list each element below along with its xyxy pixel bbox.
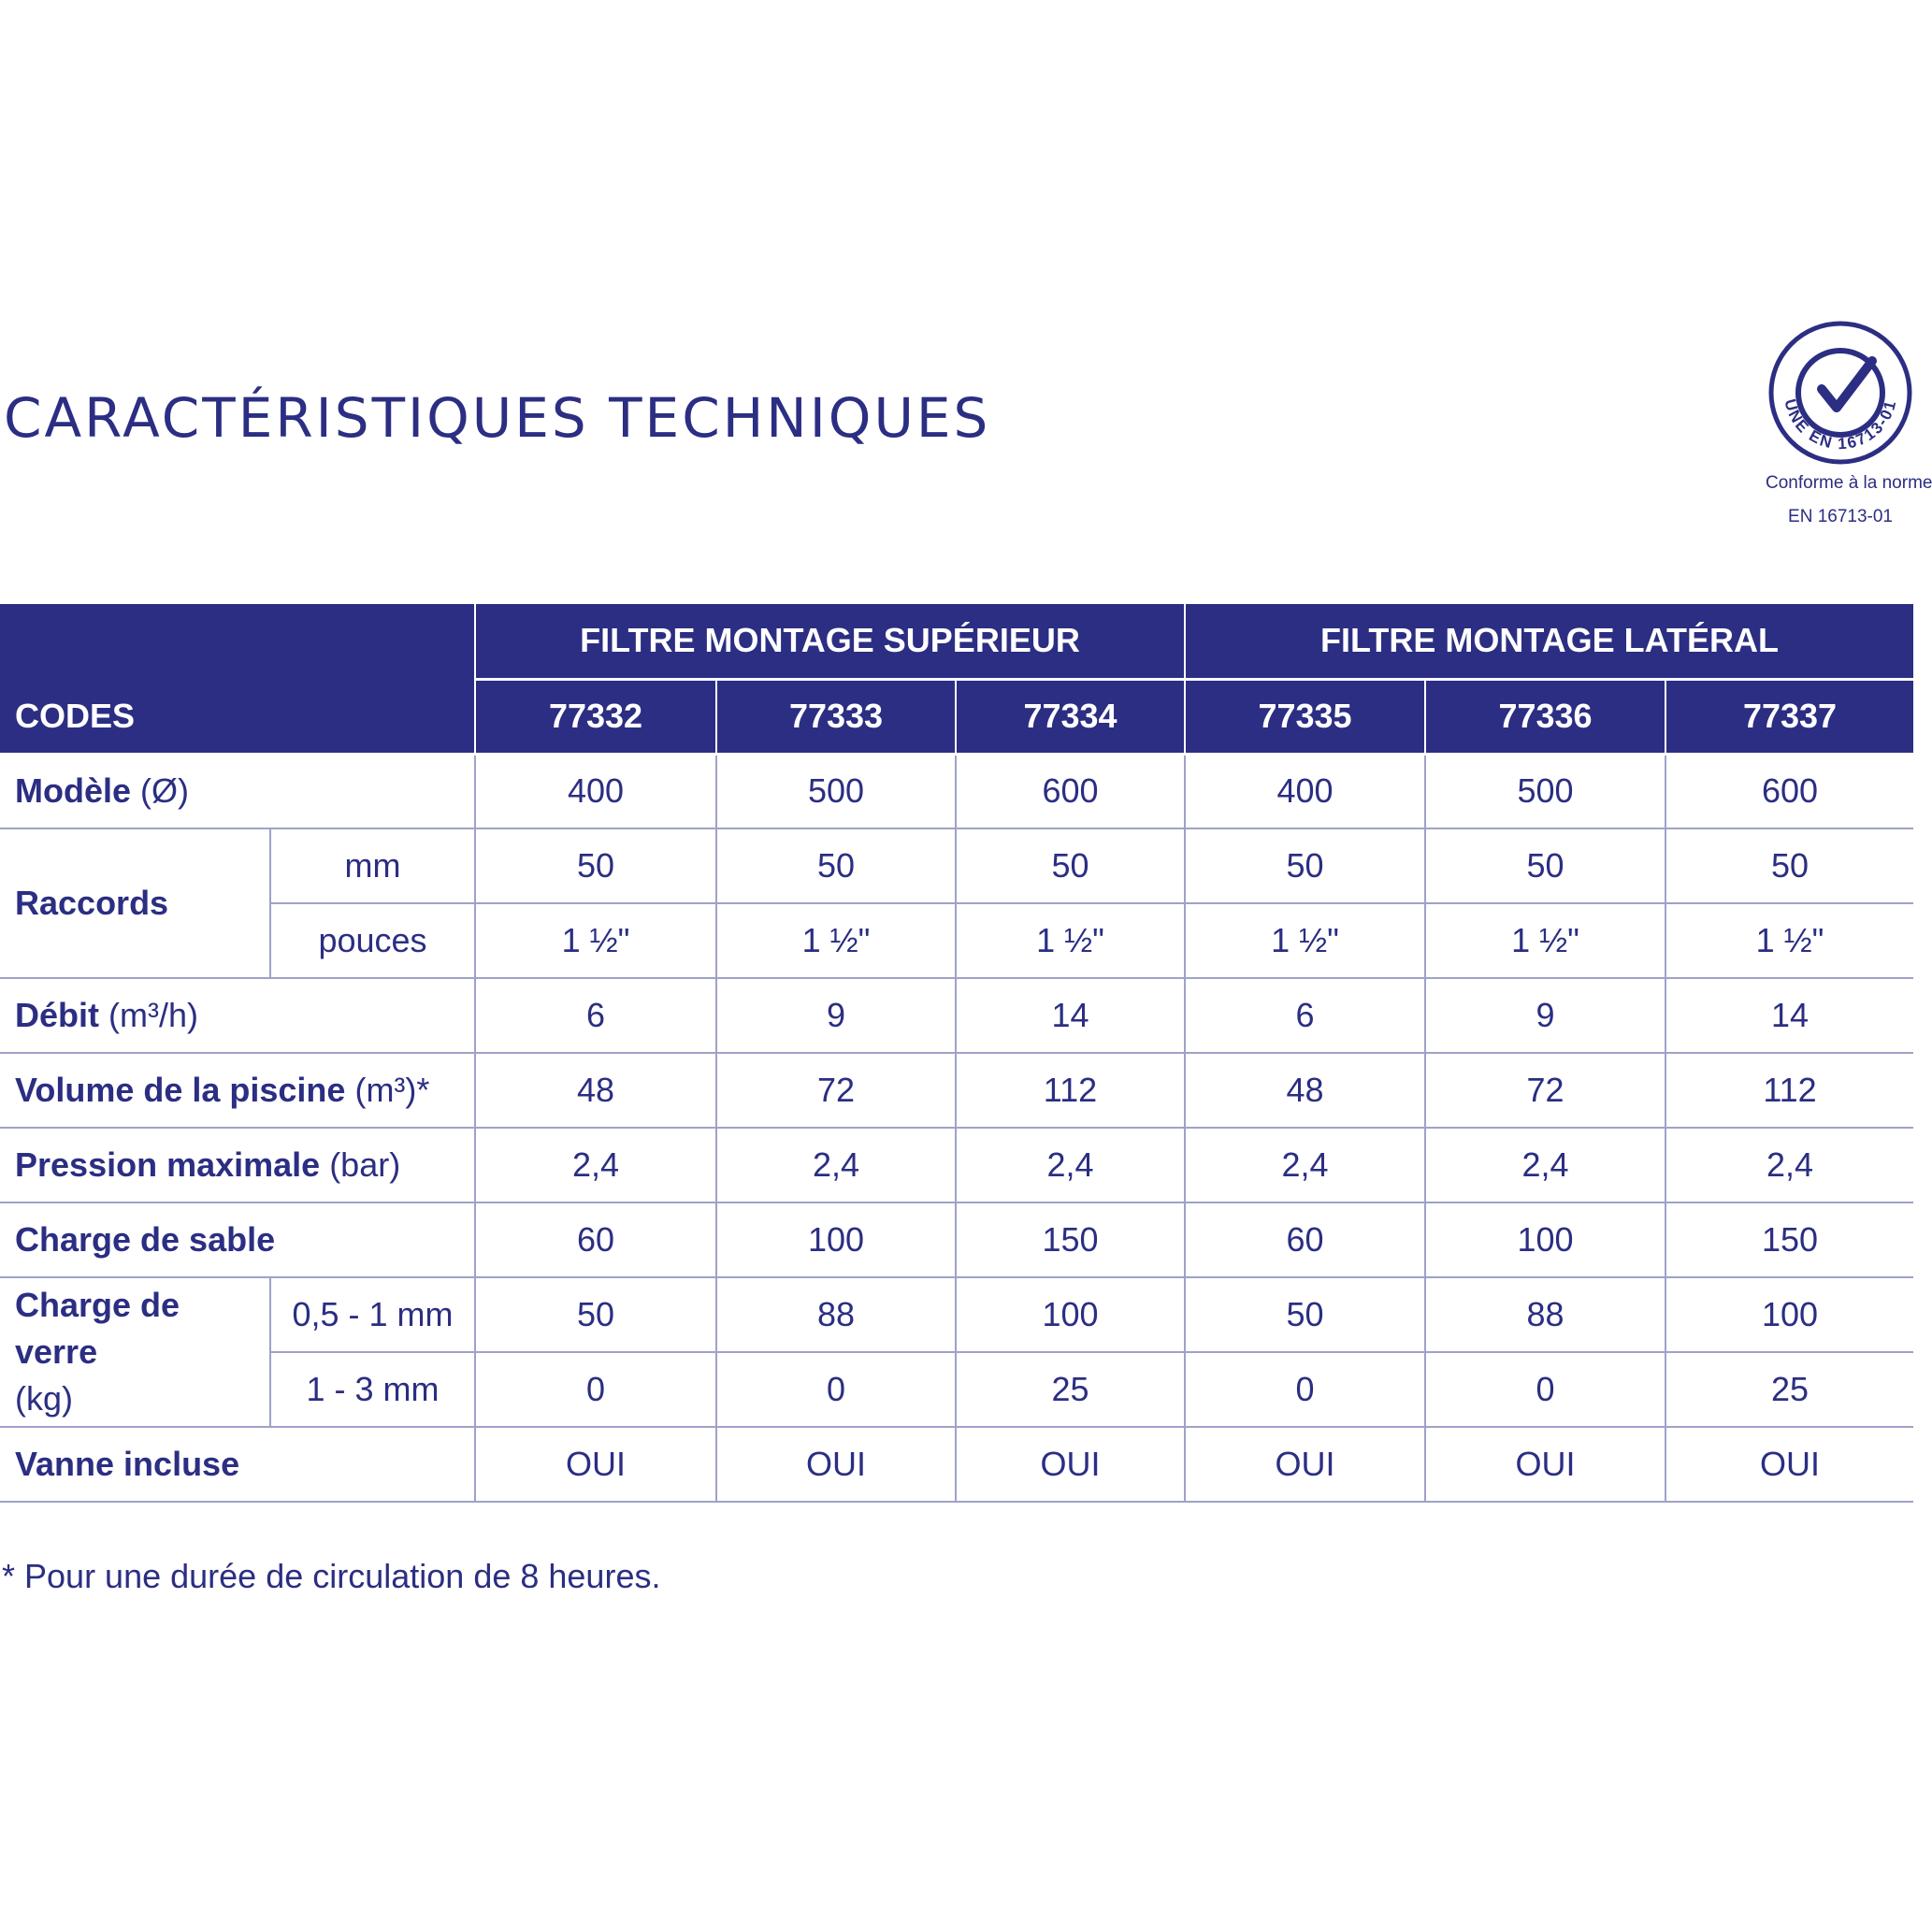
table-cell: 2,4 (475, 1128, 716, 1202)
code-header: 77337 (1665, 679, 1913, 754)
table-cell: 50 (1185, 828, 1425, 903)
checkmark-seal-icon (1767, 320, 1913, 466)
code-header: 77333 (716, 679, 956, 754)
table-cell: 400 (1185, 754, 1425, 828)
table-cell: 72 (1425, 1053, 1665, 1128)
row-label-pression: Pression maximale (bar) (0, 1128, 475, 1202)
row-label-sable: Charge de sable (0, 1202, 475, 1277)
table-cell: OUI (956, 1427, 1185, 1502)
table-cell: 150 (1665, 1202, 1913, 1277)
code-header: 77334 (956, 679, 1185, 754)
table-row (0, 1277, 1913, 1352)
footnote: * Pour une durée de circulation de 8 heures. (2, 1557, 661, 1595)
sub-label-coarse-glass: 1 - 3 mm (270, 1352, 475, 1427)
table-cell: 2,4 (716, 1128, 956, 1202)
table-row (0, 1053, 1913, 1128)
sub-label-mm: mm (270, 828, 475, 903)
table-cell: 1 ½" (716, 903, 956, 978)
row-label-verre: Charge de verre (kg) (0, 1277, 270, 1427)
table-cell: 50 (716, 828, 956, 903)
table-row (0, 903, 1913, 978)
table-row (0, 978, 1913, 1053)
sub-label-pouces: pouces (270, 903, 475, 978)
table-cell: 600 (956, 754, 1185, 828)
table-cell: OUI (1425, 1427, 1665, 1502)
group-header-top-mount: FILTRE MONTAGE SUPÉRIEUR (475, 604, 1185, 679)
specs-table (0, 604, 1913, 1503)
table-cell: 500 (716, 754, 956, 828)
cert-caption-line2: EN 16713-01 (1788, 507, 1893, 526)
table-cell: 100 (1425, 1202, 1665, 1277)
table-cell: 50 (956, 828, 1185, 903)
table-cell: 150 (956, 1202, 1185, 1277)
table-row (0, 1427, 1913, 1502)
table-row (0, 754, 1913, 828)
table-cell: 400 (475, 754, 716, 828)
table-cell: 14 (1665, 978, 1913, 1053)
table-cell: 0 (716, 1352, 956, 1427)
code-header: 77336 (1425, 679, 1665, 754)
table-cell: 25 (956, 1352, 1185, 1427)
table-cell: 6 (475, 978, 716, 1053)
table-cell: 60 (475, 1202, 716, 1277)
table-cell: 0 (475, 1352, 716, 1427)
table-cell: 600 (1665, 754, 1913, 828)
table-cell: 1 ½" (475, 903, 716, 978)
row-label-raccords: Raccords (0, 828, 270, 978)
table-cell: OUI (1185, 1427, 1425, 1502)
code-header: 77335 (1185, 679, 1425, 754)
cert-caption-line1: Conforme à la norme (1766, 473, 1932, 493)
table-cell: 6 (1185, 978, 1425, 1053)
table-cell: OUI (1665, 1427, 1913, 1502)
row-label-vanne: Vanne incluse (0, 1427, 475, 1502)
table-cell: 50 (1185, 1277, 1425, 1352)
table-cell: 100 (956, 1277, 1185, 1352)
table-row (0, 1128, 1913, 1202)
table-cell: 50 (475, 828, 716, 903)
table-cell: 88 (1425, 1277, 1665, 1352)
table-cell: 0 (1425, 1352, 1665, 1427)
table-cell: 48 (475, 1053, 716, 1128)
table-cell: 50 (1665, 828, 1913, 903)
table-cell: 1 ½" (1425, 903, 1665, 978)
table-cell: 60 (1185, 1202, 1425, 1277)
table-cell: 72 (716, 1053, 956, 1128)
table-cell: 112 (956, 1053, 1185, 1128)
sub-label-fine-glass: 0,5 - 1 mm (270, 1277, 475, 1352)
table-cell: 50 (1425, 828, 1665, 903)
table-row (0, 1202, 1913, 1277)
table-row (0, 1352, 1913, 1427)
table-cell: 500 (1425, 754, 1665, 828)
table-cell: 1 ½" (956, 903, 1185, 978)
table-cell: 50 (475, 1277, 716, 1352)
table-cell: 14 (956, 978, 1185, 1053)
table-cell: 2,4 (956, 1128, 1185, 1202)
table-cell: 9 (1425, 978, 1665, 1053)
table-cell: 1 ½" (1185, 903, 1425, 978)
row-label-volume: Volume de la piscine (m³)* (0, 1053, 475, 1128)
table-cell: 100 (1665, 1277, 1913, 1352)
table-cell: 100 (716, 1202, 956, 1277)
table-cell: 25 (1665, 1352, 1913, 1427)
table-cell: 1 ½" (1665, 903, 1913, 978)
table-cell: 2,4 (1185, 1128, 1425, 1202)
row-label-modele: Modèle (Ø) (0, 754, 475, 828)
page-title: CARACTÉRISTIQUES TECHNIQUES (4, 386, 991, 450)
code-header: 77332 (475, 679, 716, 754)
table-cell: 0 (1185, 1352, 1425, 1427)
table-cell: OUI (475, 1427, 716, 1502)
table-row (0, 828, 1913, 903)
table-cell: 2,4 (1665, 1128, 1913, 1202)
codes-header: CODES (0, 604, 475, 754)
table-cell: 9 (716, 978, 956, 1053)
table-cell: OUI (716, 1427, 956, 1502)
table-cell: 2,4 (1425, 1128, 1665, 1202)
certification-badge (1766, 320, 1932, 533)
group-header-side-mount: FILTRE MONTAGE LATÉRAL (1185, 604, 1913, 679)
badge-text: UNE EN 16713-01 (1781, 396, 1900, 454)
table-cell: 88 (716, 1277, 956, 1352)
table-cell: 48 (1185, 1053, 1425, 1128)
row-label-debit: Débit (m³/h) (0, 978, 475, 1053)
table-cell: 112 (1665, 1053, 1913, 1128)
